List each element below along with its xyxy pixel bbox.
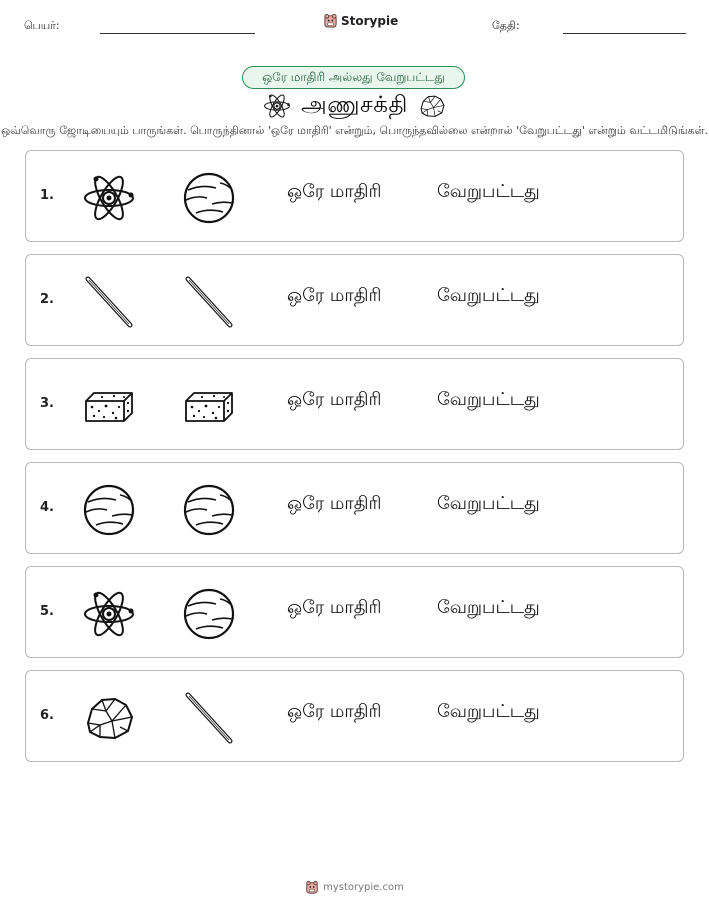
page-title: அணுசக்தி (301, 91, 408, 118)
rod-icon (82, 275, 136, 329)
block-icon (82, 379, 136, 433)
option-same[interactable]: ஒரே மாதிரி (287, 181, 382, 202)
sphere-icon (82, 483, 136, 537)
option-different[interactable]: வேறுபட்டது (437, 597, 540, 618)
row-number: 2. (40, 292, 54, 307)
exercise-row (25, 254, 684, 346)
instructions-text: ஒவ்வொரு ஜோடியையும் பாருங்கள். பொருந்தினால் 'ஒரே மாதிரி' என்றும், பொருந்தவில்லை என்றால் 'வேறுபட்டது' என்றும் வட்டமிடுங்கள். (0, 124, 709, 137)
exercise-row (25, 358, 684, 450)
date-line[interactable] (563, 33, 686, 34)
option-different[interactable]: வேறுபட்டது (437, 701, 540, 722)
exercise-row (25, 150, 684, 242)
sphere-icon (182, 483, 236, 537)
atom-icon (263, 92, 291, 120)
option-same[interactable]: ஒரே மாதிரி (287, 389, 382, 410)
storypie-logo-icon (305, 880, 319, 894)
brand-name: Storypie (341, 13, 399, 28)
footer-url: mystorypie.com (323, 881, 404, 893)
rod-icon (182, 275, 236, 329)
subtitle-pill (242, 66, 465, 89)
option-same[interactable]: ஒரே மாதிரி (287, 597, 382, 618)
block-icon (182, 379, 236, 433)
row-number: 3. (40, 396, 54, 411)
option-different[interactable]: வேறுபட்டது (437, 181, 540, 202)
atom-icon (82, 587, 136, 641)
instructions (0, 124, 709, 139)
title-row (0, 90, 709, 122)
rock-icon (418, 92, 446, 120)
exercise-row (25, 462, 684, 554)
option-different[interactable]: வேறுபட்டது (437, 389, 540, 410)
option-same[interactable]: ஒரே மாதிரி (287, 493, 382, 514)
option-same[interactable]: ஒரே மாதிரி (287, 701, 382, 722)
name-label: பெயர்: (24, 19, 60, 32)
name-line[interactable] (100, 33, 255, 34)
footer (0, 880, 709, 894)
option-different[interactable]: வேறுபட்டது (437, 493, 540, 514)
row-number: 6. (40, 708, 54, 723)
atom-icon (82, 171, 136, 225)
row-number: 4. (40, 500, 54, 515)
row-number: 5. (40, 604, 54, 619)
subtitle-text: ஒரே மாதிரி அல்லது வேறுபட்டது (262, 69, 445, 84)
storypie-logo-icon (323, 13, 338, 28)
exercise-row (25, 670, 684, 762)
rod-icon (182, 691, 236, 745)
sphere-icon (182, 171, 236, 225)
row-number: 1. (40, 188, 54, 203)
exercise-row (25, 566, 684, 658)
brand-logo (323, 13, 398, 28)
option-different[interactable]: வேறுபட்டது (437, 285, 540, 306)
rock-icon (82, 691, 136, 745)
sphere-icon (182, 587, 236, 641)
date-label: தேதி: (492, 19, 520, 32)
option-same[interactable]: ஒரே மாதிரி (287, 285, 382, 306)
